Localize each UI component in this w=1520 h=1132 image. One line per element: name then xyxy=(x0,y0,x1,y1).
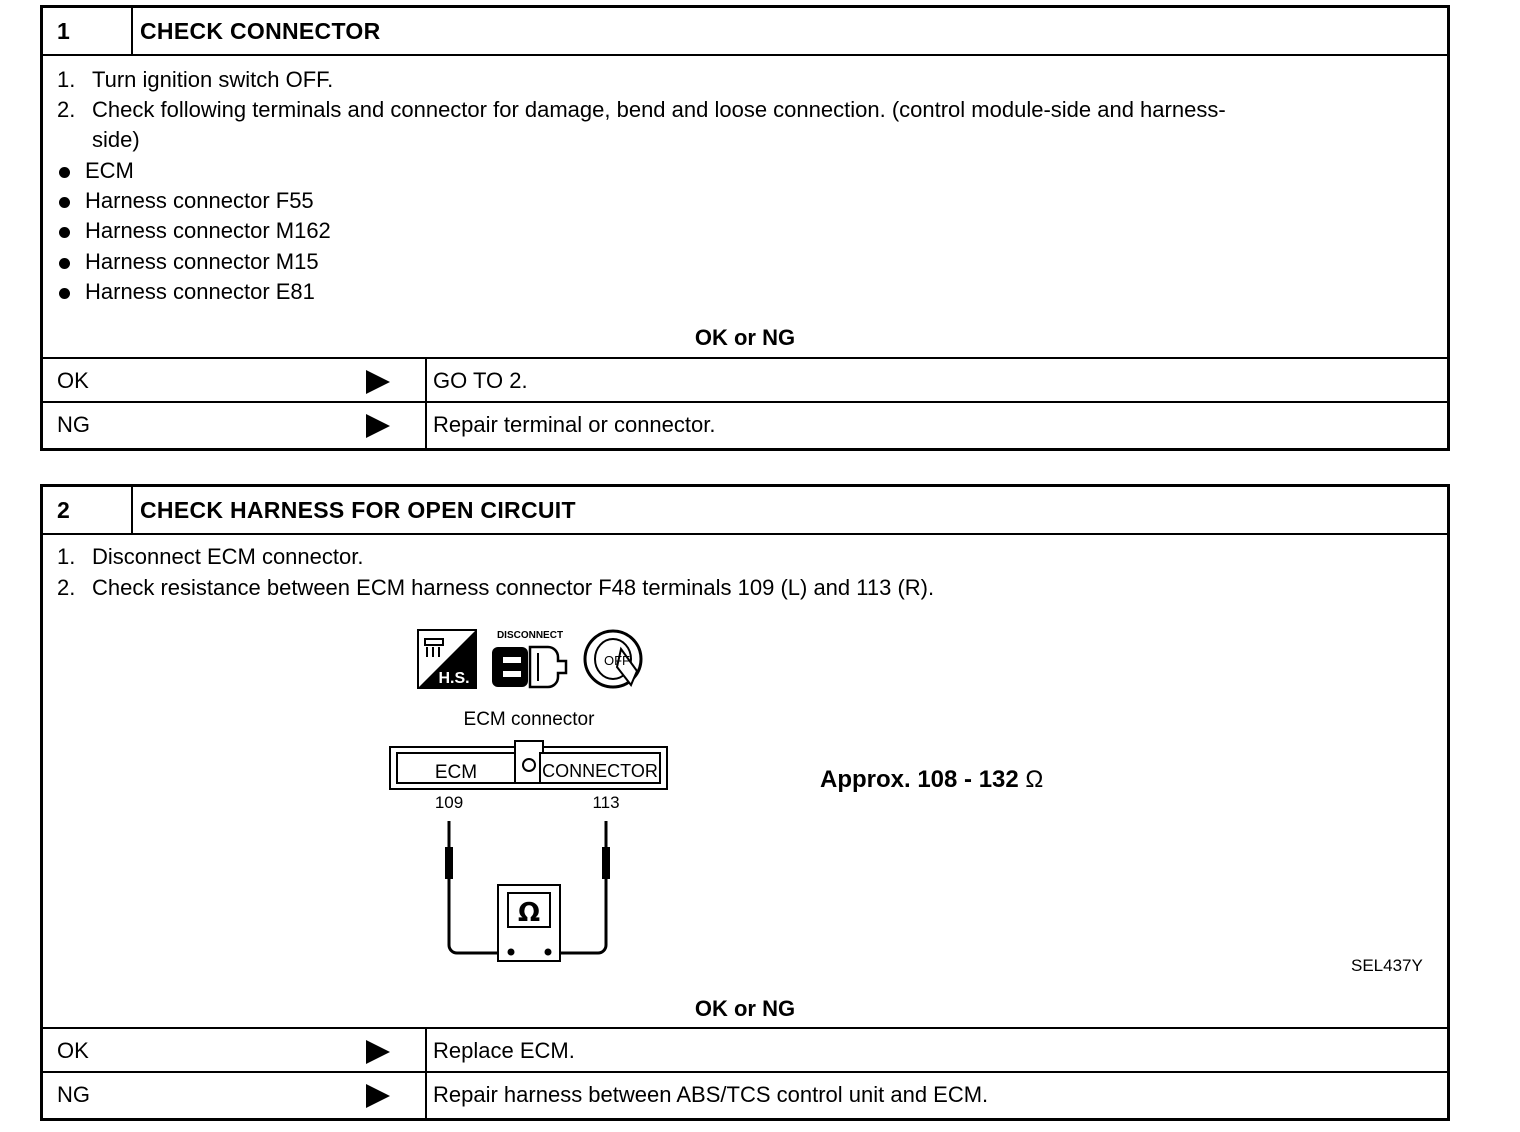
step-title: CHECK HARNESS FOR OPEN CIRCUIT xyxy=(140,497,576,523)
result-action: GO TO 2. xyxy=(433,368,528,393)
ignition-off-icon xyxy=(585,631,641,687)
result-row-ok xyxy=(43,357,1447,401)
step-1-header xyxy=(43,8,1447,56)
result-label: OK xyxy=(57,368,89,393)
disconnect-label: DISCONNECT xyxy=(496,630,564,641)
row-divider xyxy=(425,403,427,448)
step-2-block xyxy=(40,484,1450,1121)
arrow-right-icon xyxy=(366,414,390,438)
row-divider xyxy=(425,359,427,401)
bullet-text: Harness connector M162 xyxy=(85,218,331,243)
instruction-text: Check following terminals and connector for damage, bend and loose connection. (control module-side and harness- xyxy=(92,97,1226,122)
instruction-text: Check resistance between ECM harness connector F48 terminals 109 (L) and 113 (R). xyxy=(92,575,935,600)
arrow-right-icon xyxy=(366,1084,390,1108)
header-divider xyxy=(131,8,133,54)
ohm-symbol: Ω xyxy=(517,898,541,928)
step-1-block xyxy=(40,5,1450,451)
instruction-text: Disconnect ECM connector. xyxy=(92,544,364,569)
resistance-check-diagram xyxy=(43,487,1447,967)
instruction-number: 2. xyxy=(57,575,76,600)
bullet-icon xyxy=(59,288,70,299)
resistance-spec xyxy=(820,766,1043,794)
bullet-text: Harness connector F55 xyxy=(85,188,314,213)
result-row-ng xyxy=(43,401,1447,448)
result-label: OK xyxy=(57,1038,89,1063)
figure-code: SEL437Y xyxy=(1351,956,1423,975)
connector-right-label: CONNECTOR xyxy=(542,761,658,781)
result-row-ok xyxy=(43,1027,1447,1071)
harness-side-icon xyxy=(418,630,476,688)
result-row-ng xyxy=(43,1071,1447,1118)
ok-or-ng-label: OK or NG xyxy=(694,325,796,350)
result-label: NG xyxy=(57,412,90,437)
result-action: Repair terminal or connector. xyxy=(433,412,716,437)
step-title: CHECK CONNECTOR xyxy=(140,18,381,44)
arrow-right-icon xyxy=(366,370,390,394)
instruction-number: 1. xyxy=(57,544,76,569)
result-label: NG xyxy=(57,1082,90,1107)
arrow-right-icon xyxy=(366,1040,390,1064)
bullet-text: Harness connector E81 xyxy=(85,279,315,304)
terminal-109-label: 109 xyxy=(434,793,464,812)
bullet-icon xyxy=(59,167,70,178)
ohmmeter xyxy=(498,885,560,961)
terminal-113-label: 113 xyxy=(592,793,620,812)
instruction-text: side) xyxy=(92,127,140,152)
disconnect-icon xyxy=(492,630,566,687)
bullet-icon xyxy=(59,197,70,208)
result-action: Replace ECM. xyxy=(433,1038,575,1063)
step-number: 1 xyxy=(57,18,70,44)
hs-label: H.S. xyxy=(438,670,470,687)
bullet-text: ECM xyxy=(85,158,134,183)
bullet-text: Harness connector M15 xyxy=(85,249,319,274)
resistance-value: Approx. 108 - 132 xyxy=(820,766,1019,793)
ok-or-ng-label: OK or NG xyxy=(694,996,796,1021)
instruction-number: 1. xyxy=(57,67,76,92)
connector-left-label: ECM xyxy=(434,762,478,783)
instruction-text: Turn ignition switch OFF. xyxy=(92,67,334,92)
bullet-icon xyxy=(59,258,70,269)
ohm-unit: Ω xyxy=(1025,766,1044,793)
step-number: 2 xyxy=(57,497,70,523)
row-divider xyxy=(425,1029,427,1071)
instruction-number: 2. xyxy=(57,97,76,122)
row-divider xyxy=(425,1073,427,1118)
off-label: OFF xyxy=(604,653,630,668)
result-action: Repair harness between ABS/TCS control unit and ECM. xyxy=(433,1082,989,1107)
connector-caption: ECM connector xyxy=(463,709,595,730)
bullet-icon xyxy=(59,227,70,238)
ecm-connector xyxy=(390,741,667,789)
